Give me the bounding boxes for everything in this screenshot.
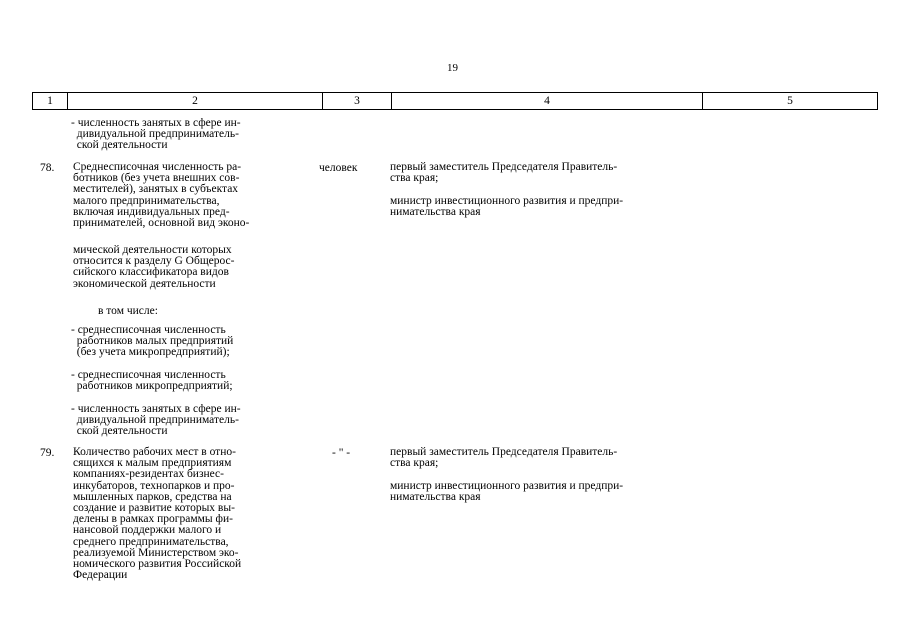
column-header-row xyxy=(32,92,878,110)
row-78-responsible-2: министр инвестиционного развития и предпри- нимательства края xyxy=(390,195,624,219)
row-78-indicator-part2: мической деятельности которых относится к разделу G Общерос- сийского классификатора видов экономической деятельности xyxy=(73,244,235,290)
col-header-4: 4 xyxy=(392,93,703,110)
col-header-1: 1 xyxy=(33,93,68,110)
row-78-indicator-part1: Среднесписочная численность ра- ботников (без учета внешних сов- местителей), занятых в субъектах малого предпринимательства, включая индивидуальных пред- принимателей, основной вид эконо- xyxy=(73,161,250,230)
row-78-subitem-micro-enterprises: - среднесписочная численность работников микропредприятий; xyxy=(71,369,233,393)
col-header-5: 5 xyxy=(703,93,878,110)
row-79-responsible-2: министр инвестиционного развития и предпри- нимательства края xyxy=(390,480,624,504)
row-79-indicator: Количество рабочих мест в отно- сящихся к малым предприятиям компаниях-резидентах бизнес- инкубаторов, технопарков и про- мышленных парков, средства на создание и развитие которых вы- делены в рамках программы фи- нансовой поддержки малого и среднего предпринимательства, реализуемой Министерством эко- номического развития Российской Федерации xyxy=(73,446,242,582)
row-79-unit: - " - xyxy=(332,447,351,459)
row-78-including-label: в том числе: xyxy=(98,305,158,317)
row-79-number: 79. xyxy=(40,447,55,459)
row-78-responsible-1: первый заместитель Председателя Правитель- ства края; xyxy=(390,161,618,185)
continued-indicator-text: - численность занятых в сфере ин- дивидуальной предприниматель- ской деятельности xyxy=(71,117,241,152)
row-78-number: 78. xyxy=(40,162,55,174)
page-number: 19 xyxy=(447,62,458,74)
row-78-unit: человек xyxy=(319,162,358,174)
row-78-subitem-small-enterprises: - среднесписочная численность работников малых предприятий (без учета микропредприятий); xyxy=(71,324,234,359)
col-header-3: 3 xyxy=(323,93,392,110)
col-header-2: 2 xyxy=(68,93,323,110)
row-79-responsible-1: первый заместитель Председателя Правитель- ства края; xyxy=(390,446,618,470)
row-78-subitem-individual-entrepreneurs: - численность занятых в сфере ин- дивидуальной предприниматель- ской деятельности xyxy=(71,403,241,438)
